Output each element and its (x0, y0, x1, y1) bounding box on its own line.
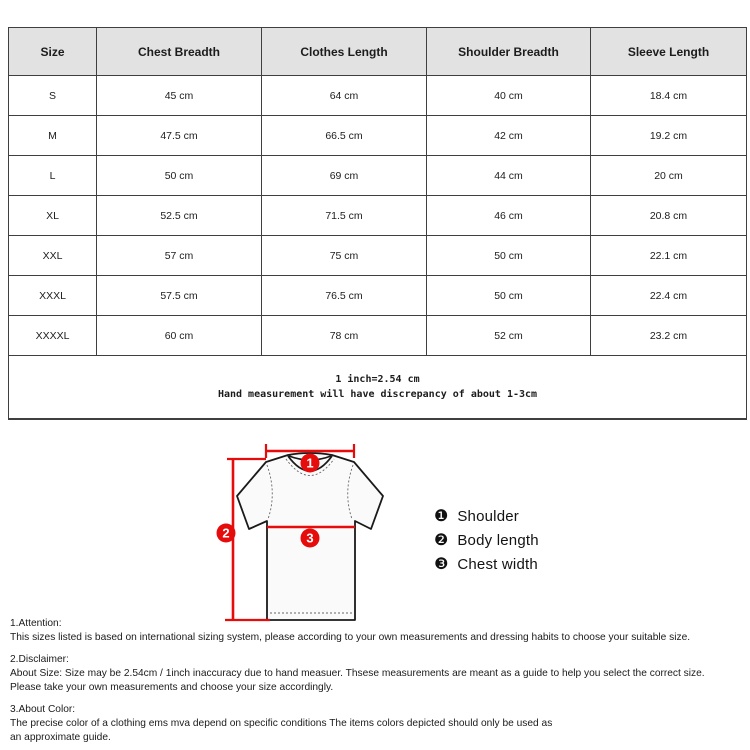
cell-sleeve: 19.2 cm (591, 116, 747, 156)
legend-item-chest-width (434, 552, 539, 576)
circled-2-icon: ❷ (434, 530, 449, 549)
table-note-row (9, 356, 747, 419)
svg-text:3: 3 (306, 530, 314, 546)
table-row-m (9, 116, 747, 156)
svg-text:1: 1 (306, 455, 314, 471)
circled-1-icon: ❶ (434, 506, 449, 525)
cell-chest: 50 cm (97, 156, 262, 196)
disclaimer-body-line2: Please take your own measurements and choose your size accordingly. (10, 682, 334, 693)
cell-size: M (9, 116, 97, 156)
cell-size: XXXL (9, 276, 97, 316)
cell-clothes: 71.5 cm (262, 196, 427, 236)
legend-item-body-length (434, 528, 539, 552)
table-row-l (9, 156, 747, 196)
bottom-notes (10, 617, 750, 745)
cell-clothes: 78 cm (262, 316, 427, 356)
cell-sleeve: 22.4 cm (591, 276, 747, 316)
cell-size: XL (9, 196, 97, 236)
cell-clothes: 76.5 cm (262, 276, 427, 316)
about-color-body-line2: an approximate guide. (10, 732, 111, 743)
cell-chest: 57 cm (97, 236, 262, 276)
cell-sleeve: 20.8 cm (591, 196, 747, 236)
cell-shoulder: 46 cm (427, 196, 591, 236)
measurement-note (9, 356, 747, 419)
table-row-s (9, 76, 747, 116)
about-color-body-line1: The precise color of a clothing ems mva depend on specific conditions The items colors depicted should only be used as (10, 718, 553, 729)
cell-size: L (9, 156, 97, 196)
header-size: Size (9, 28, 97, 76)
attention-title: 1.Attention: (10, 618, 62, 629)
cell-size: XXXXL (9, 316, 97, 356)
cell-clothes: 66.5 cm (262, 116, 427, 156)
header-chest-breadth: Chest Breadth (97, 28, 262, 76)
table-row-xl (9, 196, 747, 236)
legend-label: Chest width (457, 555, 538, 573)
table-row-xxl (9, 236, 747, 276)
svg-text:2: 2 (222, 525, 230, 541)
cell-sleeve: 18.4 cm (591, 76, 747, 116)
legend-item-shoulder (434, 504, 539, 528)
attention-body: This sizes listed is based on international sizing system, please according to your own measurements and dressing habits to choose your suitable size. (10, 632, 691, 643)
about-color-title: 3.About Color: (10, 704, 76, 715)
size-chart-table (8, 27, 747, 420)
cell-clothes: 75 cm (262, 236, 427, 276)
cell-shoulder: 44 cm (427, 156, 591, 196)
cell-size: XXL (9, 236, 97, 276)
table-row-xxxl (9, 276, 747, 316)
cell-size: S (9, 76, 97, 116)
cell-sleeve: 23.2 cm (591, 316, 747, 356)
cell-clothes: 69 cm (262, 156, 427, 196)
cell-chest: 60 cm (97, 316, 262, 356)
note-inch-conversion: 1 inch=2.54 cm (335, 373, 420, 385)
cell-sleeve: 22.1 cm (591, 236, 747, 276)
cell-shoulder: 52 cm (427, 316, 591, 356)
measurement-legend (434, 504, 539, 576)
note-discrepancy: Hand measurement will have discrepancy of about 1-3cm (217, 388, 538, 400)
header-sleeve-length: Sleeve Length (591, 28, 747, 76)
legend-label: Shoulder (457, 507, 519, 525)
legend-label: Body length (457, 531, 539, 549)
circled-3-icon: ❸ (434, 554, 449, 573)
table-row-xxxxl (9, 316, 747, 356)
cell-clothes: 64 cm (262, 76, 427, 116)
cell-shoulder: 40 cm (427, 76, 591, 116)
cell-shoulder: 50 cm (427, 276, 591, 316)
disclaimer-body-line1: About Size: Size may be 2.54cm / 1inch inaccuracy due to hand measuer. Thsese measurements are meant as a guide to help you select the correct size. (10, 668, 705, 679)
cell-chest: 45 cm (97, 76, 262, 116)
disclaimer-title: 2.Disclaimer: (10, 654, 69, 665)
size-chart-header (9, 28, 747, 76)
header-clothes-length: Clothes Length (262, 28, 427, 76)
cell-sleeve: 20 cm (591, 156, 747, 196)
cell-shoulder: 42 cm (427, 116, 591, 156)
cell-chest: 57.5 cm (97, 276, 262, 316)
cell-shoulder: 50 cm (427, 236, 591, 276)
cell-chest: 52.5 cm (97, 196, 262, 236)
cell-chest: 47.5 cm (97, 116, 262, 156)
header-shoulder-breadth: Shoulder Breadth (427, 28, 591, 76)
